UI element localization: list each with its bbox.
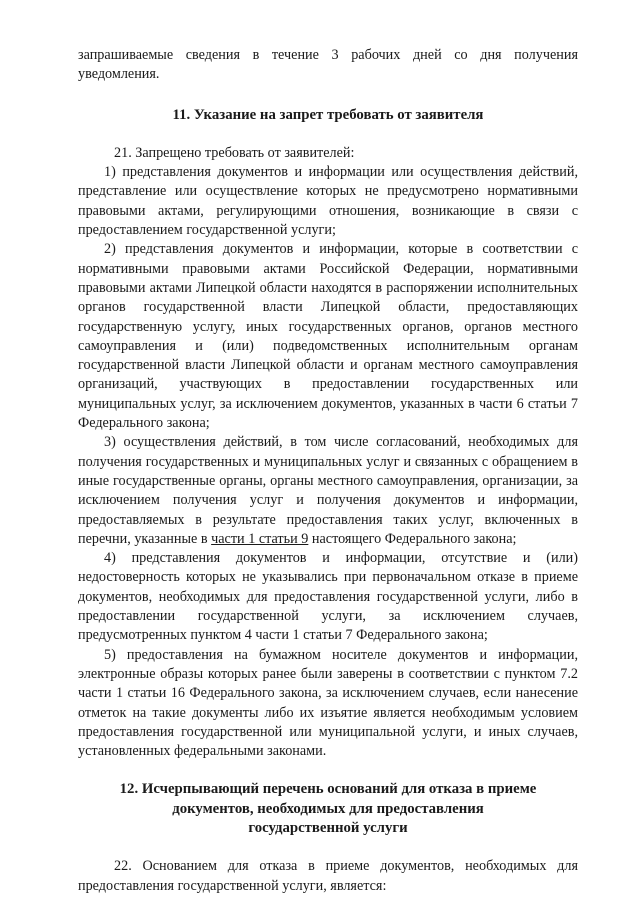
document-page: [78, 46, 578, 896]
paragraph-21-intro: 21. Запрещено требовать от заявителей:: [114, 144, 355, 161]
list-item-1: 1) представления документов и информации или осуществления действий, представление или осуществление которых не предусмотрено нормативными правовыми актами, регулирующими отношения, возникающие в связи с предоставлением государственной услуги;: [78, 164, 578, 239]
list-item-3-text-end: настоящего Федерального закона;: [308, 530, 517, 547]
section-12-heading-line-3: государственной услуги: [248, 819, 408, 836]
list-item-2: 2) представления документов и информации, которые в соответствии с нормативными правовыми актами Российской Федерации, нормативными правовыми актами Липецкой области находятся в распоряжении исполнительных органов государственной власти Липецкой области, предоставляющих государственную услугу, иных государственных органов, органов местного самоуправления и (или) подведомственных исполнительным органам государственной власти Липецкой области и органам местного самоуправления организаций, участвующих в предоставлении государственных или муниципальных услуг, за исключением документов, указанных в части 6 статьи 7 Федерального закона;: [78, 241, 578, 432]
continuation-paragraph: запрашиваемые сведения в течение 3 рабочих дней со дня получения уведомления.: [78, 47, 578, 83]
paragraph-22: 22. Основанием для отказа в приеме документов, необходимых для предоставления государственной услуги, является:: [78, 858, 578, 894]
list-item-5: 5) предоставления на бумажном носителе документов и информации, электронные образы которых ранее были заверены в соответствии с пунктом 7.2 части 1 статьи 16 Федерального закона, за исключением случаев, если нанесение отметок на такие документы либо их изъятие является необходимым условием предоставления государственной или муниципальной услуги, и иных случаев, установленных федеральными законами.: [78, 646, 578, 760]
list-item-3-text-start: 3) осуществления действий, в том числе согласований, необходимых для получения государственных и муниципальных услуг и связанных с обращением в иные государственные органы, органы местного самоуправления, организации, за исключением получения услуг и получения документов и информации, предоставляемых в результате предоставления таких услуг, включенных в перечни, указанные в: [78, 434, 578, 547]
list-item-3: [78, 433, 578, 549]
section-12-heading-line-1: 12. Исчерпывающий перечень оснований для отказа в приеме: [119, 781, 537, 798]
section-11-heading: 11. Указание на запрет требовать от заявителя: [172, 106, 484, 123]
list-item-4: 4) представления документов и информации, отсутствие и (или) недостоверность которых не указывались при первоначальном отказе в приеме документов, необходимых для предоставления государственной услуги, либо в предоставлении государственной услуги, за исключением случаев, предусмотренных пунктом 4 части 1 статьи 7 Федерального закона;: [78, 550, 578, 644]
law-reference-link[interactable]: части 1 статьи 9: [211, 530, 309, 547]
section-12-heading-line-2: документов, необходимых для предоставления: [172, 800, 484, 817]
